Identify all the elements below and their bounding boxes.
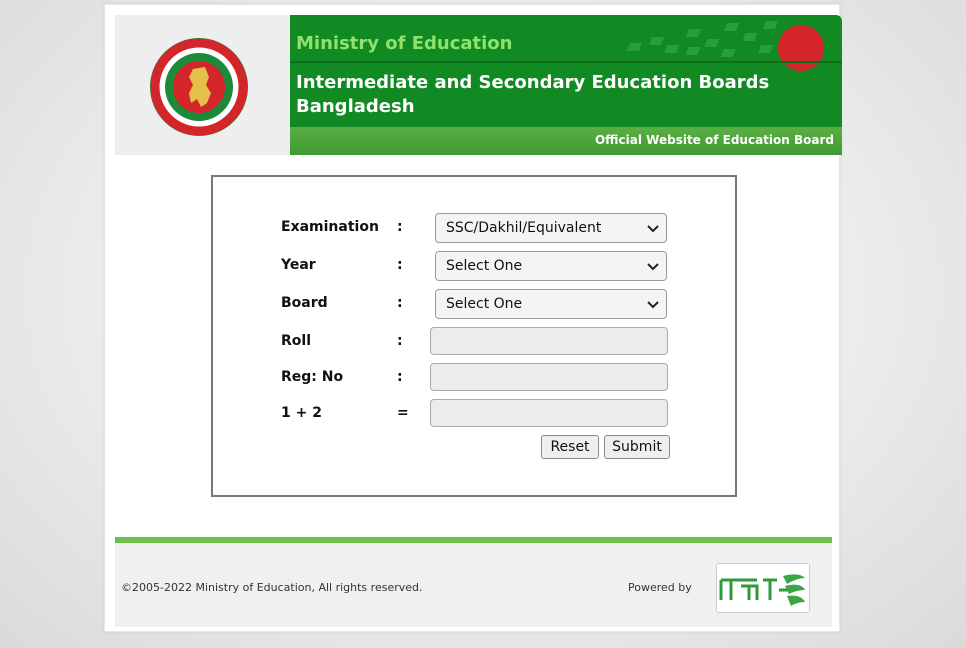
chevron-down-icon [646, 260, 660, 274]
page-container [104, 4, 840, 632]
roll-colon: : [397, 333, 403, 349]
year-label: Year [281, 257, 316, 273]
copyright-text: ©2005-2022 Ministry of Education, All rights reserved. [121, 581, 423, 594]
roll-input[interactable] [430, 327, 668, 355]
captcha-input[interactable] [430, 399, 668, 427]
chevron-down-icon [646, 298, 660, 312]
ministry-title: Ministry of Education [296, 33, 513, 54]
header [115, 15, 834, 155]
year-select-value: Select One [446, 258, 523, 274]
board-colon: : [397, 295, 403, 311]
captcha-label: 1 + 2 [281, 405, 322, 421]
year-colon: : [397, 257, 403, 273]
header-banner [290, 15, 842, 127]
roll-label: Roll [281, 333, 311, 349]
reg-no-label: Reg: No [281, 369, 344, 385]
chevron-down-icon [646, 222, 660, 236]
powered-by-text: Powered by [628, 581, 692, 594]
reg-no-colon: : [397, 369, 403, 385]
board-label: Board [281, 295, 328, 311]
reg-no-input[interactable] [430, 363, 668, 391]
board-select[interactable] [435, 289, 667, 319]
reset-button[interactable]: Reset [541, 435, 599, 459]
result-form [211, 175, 737, 497]
year-select[interactable] [435, 251, 667, 281]
boards-title: Intermediate and Secondary Education Boards Bangladesh [296, 72, 770, 117]
examination-colon: : [397, 219, 403, 235]
bangladesh-government-seal-icon [149, 37, 249, 137]
examination-label: Examination [281, 219, 379, 235]
board-select-value: Select One [446, 296, 523, 312]
examination-select-value: SSC/Dakhil/Equivalent [446, 220, 602, 236]
examination-select[interactable] [435, 213, 667, 243]
captcha-equals: = [397, 405, 409, 421]
flag-circle-icon [778, 25, 824, 71]
banner-divider [290, 61, 842, 63]
banner-strip [290, 127, 842, 155]
official-website-text: Official Website of Education Board [594, 133, 834, 147]
footer [115, 543, 832, 627]
teletalk-logo-icon[interactable] [716, 563, 810, 613]
submit-button[interactable]: Submit [604, 435, 670, 459]
